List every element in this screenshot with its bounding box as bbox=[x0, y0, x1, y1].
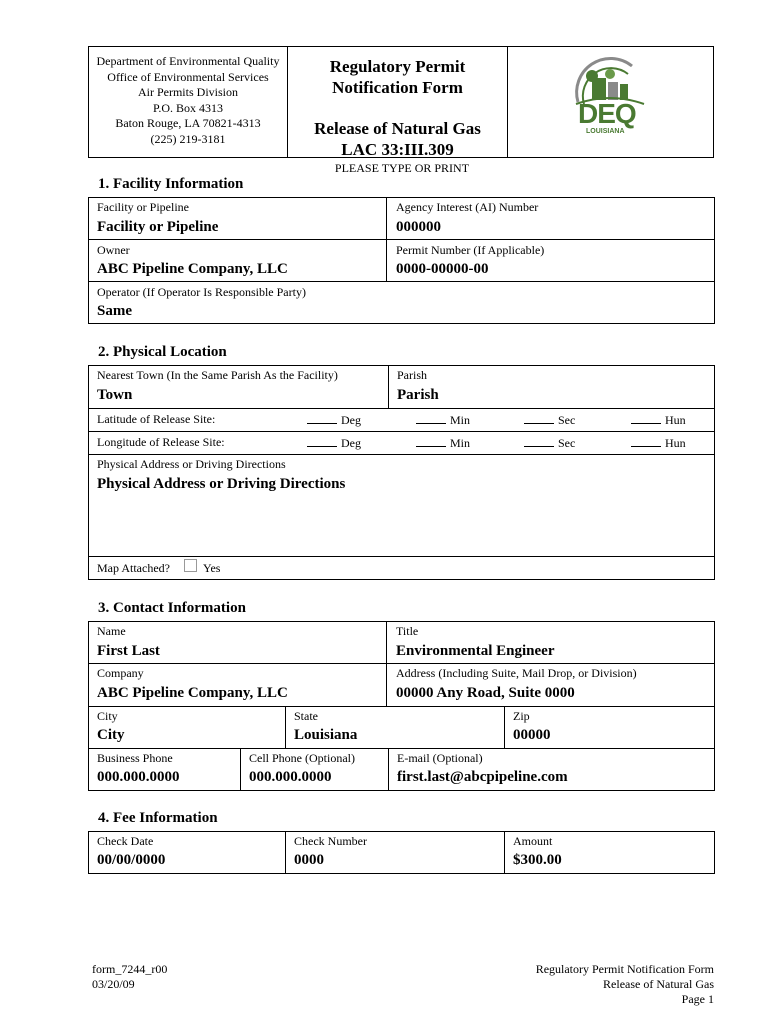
longitude-sec[interactable] bbox=[524, 435, 575, 451]
parish-field[interactable]: Parish bbox=[397, 387, 439, 403]
latitude-deg[interactable] bbox=[307, 412, 361, 428]
deq-logo bbox=[570, 54, 650, 140]
latitude-sec[interactable] bbox=[524, 412, 575, 428]
hun-label: Hun bbox=[665, 413, 686, 427]
deg-label: Deg bbox=[341, 436, 361, 450]
nearest-town-label: Nearest Town (In the Same Parish As the Facility) bbox=[97, 368, 338, 382]
footer-left bbox=[92, 962, 167, 992]
logo-text: DEQ bbox=[578, 98, 636, 129]
check-number-field[interactable]: 0000 bbox=[294, 852, 324, 868]
map-yes-label: Yes bbox=[203, 561, 221, 575]
permit-number-field[interactable]: 0000-00000-00 bbox=[396, 261, 489, 277]
check-number-label: Check Number bbox=[294, 834, 367, 848]
hun-label: Hun bbox=[665, 436, 686, 450]
latitude-label: Latitude of Release Site: bbox=[97, 412, 216, 426]
check-date-label: Check Date bbox=[97, 834, 154, 848]
ai-number-label: Agency Interest (AI) Number bbox=[396, 200, 539, 214]
company-field[interactable]: ABC Pipeline Company, LLC bbox=[97, 685, 288, 701]
longitude-deg[interactable] bbox=[307, 435, 361, 451]
agency-line: Air Permits Division bbox=[137, 85, 238, 100]
footer-right bbox=[536, 962, 714, 1007]
agency-line: P.O. Box 4313 bbox=[152, 100, 223, 115]
divider bbox=[88, 663, 715, 664]
name-field[interactable]: First Last bbox=[97, 643, 160, 659]
permit-number-label: Permit Number (If Applicable) bbox=[396, 243, 545, 257]
sec-label: Sec bbox=[558, 436, 576, 450]
divider bbox=[240, 748, 241, 791]
latitude-min[interactable] bbox=[416, 412, 470, 428]
longitude-hun[interactable] bbox=[631, 435, 686, 451]
address-directions-field[interactable]: Physical Address or Driving Directions bbox=[97, 476, 346, 492]
cell-phone-field[interactable]: 000.000.0000 bbox=[249, 769, 332, 785]
type-or-print-note: PLEASE TYPE OR PRINT bbox=[334, 161, 470, 175]
divider bbox=[88, 431, 715, 432]
logo-subtext: LOUISIANA bbox=[586, 128, 625, 135]
footer-form-name: Regulatory Permit Notification Form bbox=[535, 962, 714, 976]
name-label: Name bbox=[97, 624, 126, 638]
divider bbox=[285, 831, 286, 874]
parish-label: Parish bbox=[397, 368, 427, 382]
form-title-line-1: Regulatory Permit bbox=[329, 57, 466, 76]
page-number: Page 1 bbox=[681, 992, 714, 1006]
state-field[interactable]: Louisiana bbox=[294, 727, 358, 743]
zip-field[interactable]: 00000 bbox=[513, 727, 551, 743]
footer-release: Release of Natural Gas bbox=[603, 977, 714, 991]
owner-label: Owner bbox=[97, 243, 130, 257]
city-field[interactable]: City bbox=[97, 727, 125, 743]
agency-line: (225) 219-3181 bbox=[150, 131, 226, 146]
map-attached-checkbox[interactable] bbox=[184, 559, 197, 572]
email-label: E-mail (Optional) bbox=[397, 751, 483, 765]
divider bbox=[388, 748, 389, 791]
agency-line: Office of Environmental Services bbox=[107, 69, 269, 84]
divider bbox=[88, 556, 715, 557]
divider bbox=[285, 706, 286, 748]
divider bbox=[504, 831, 505, 874]
divider bbox=[504, 706, 505, 748]
divider bbox=[88, 281, 715, 282]
section-facility-heading: 1. Facility Information bbox=[98, 176, 244, 192]
amount-field[interactable]: $300.00 bbox=[513, 852, 562, 868]
section-contact-heading: 3. Contact Information bbox=[98, 600, 246, 616]
min-label: Min bbox=[450, 436, 471, 450]
lac-citation: LAC 33:III.309 bbox=[341, 140, 454, 159]
address-directions-label: Physical Address or Driving Directions bbox=[97, 457, 286, 471]
agency-address bbox=[88, 54, 288, 148]
agency-line: Baton Rouge, LA 70821-4313 bbox=[115, 116, 261, 131]
fee-table bbox=[88, 831, 715, 874]
deg-label: Deg bbox=[341, 413, 361, 427]
zip-label: Zip bbox=[513, 709, 530, 723]
divider bbox=[88, 454, 715, 455]
facility-label: Facility or Pipeline bbox=[97, 200, 189, 214]
section-fee-heading: 4. Fee Information bbox=[98, 810, 218, 826]
state-label: State bbox=[294, 709, 318, 723]
section-location-heading: 2. Physical Location bbox=[98, 344, 227, 360]
form-title-line-2: Notification Form bbox=[332, 78, 463, 97]
divider bbox=[88, 706, 715, 707]
map-attached-label: Map Attached? bbox=[97, 561, 170, 575]
latitude-hun[interactable] bbox=[631, 412, 686, 428]
form-date: 03/20/09 bbox=[92, 977, 135, 991]
cell-phone-label: Cell Phone (Optional) bbox=[249, 751, 355, 765]
title-field[interactable]: Environmental Engineer bbox=[396, 643, 555, 659]
city-label: City bbox=[97, 709, 118, 723]
contact-address-field[interactable]: 00000 Any Road, Suite 0000 bbox=[396, 685, 575, 701]
business-phone-label: Business Phone bbox=[97, 751, 173, 765]
longitude-min[interactable] bbox=[416, 435, 470, 451]
email-field[interactable]: first.last@abcpipeline.com bbox=[397, 769, 568, 785]
divider bbox=[388, 365, 389, 408]
facility-field[interactable]: Facility or Pipeline bbox=[97, 219, 219, 235]
divider bbox=[88, 408, 715, 409]
company-label: Company bbox=[97, 666, 144, 680]
form-id: form_7244_r00 bbox=[92, 962, 168, 976]
release-title-line: Release of Natural Gas bbox=[314, 119, 481, 138]
sec-label: Sec bbox=[558, 413, 576, 427]
longitude-label: Longitude of Release Site: bbox=[97, 435, 225, 449]
operator-field[interactable]: Same bbox=[97, 303, 132, 319]
min-label: Min bbox=[450, 413, 471, 427]
divider bbox=[88, 239, 715, 240]
check-date-field[interactable]: 00/00/0000 bbox=[97, 852, 166, 868]
form-title bbox=[287, 56, 508, 98]
operator-label: Operator (If Operator Is Responsible Party) bbox=[97, 285, 306, 299]
business-phone-field[interactable]: 000.000.0000 bbox=[97, 769, 180, 785]
ai-number-field[interactable]: 000000 bbox=[396, 219, 441, 235]
divider bbox=[88, 748, 715, 749]
nearest-town-field[interactable]: Town bbox=[97, 387, 133, 403]
owner-field[interactable]: ABC Pipeline Company, LLC bbox=[97, 261, 288, 277]
title-label: Title bbox=[396, 624, 419, 638]
release-title bbox=[287, 118, 508, 160]
agency-line: Department of Environmental Quality bbox=[96, 54, 280, 68]
amount-label: Amount bbox=[513, 834, 553, 848]
contact-address-label: Address (Including Suite, Mail Drop, or Division) bbox=[396, 666, 637, 680]
